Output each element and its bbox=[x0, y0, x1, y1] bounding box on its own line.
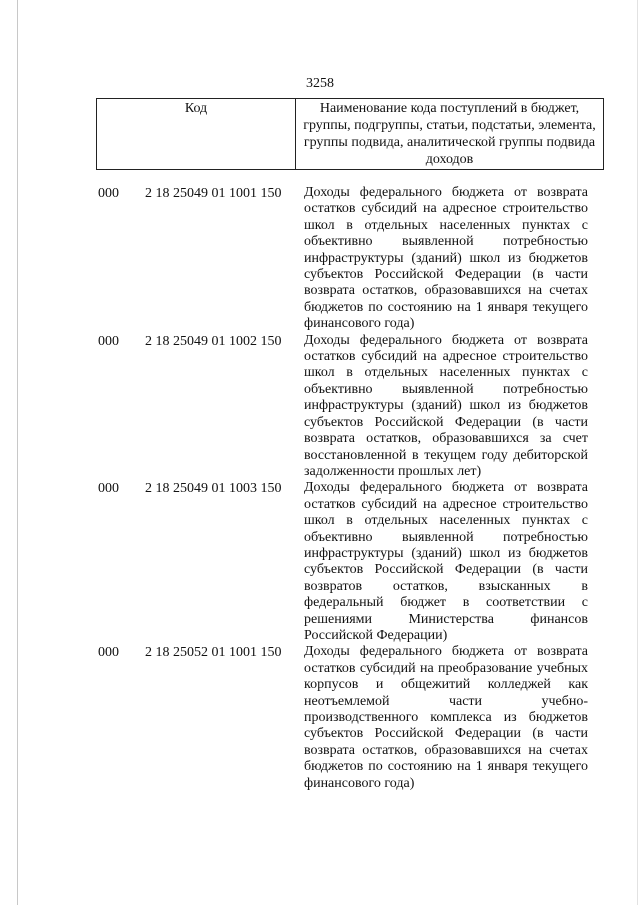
table-row bbox=[0, 480, 640, 644]
row-income-code: 2 18 25049 01 1002 150 bbox=[145, 333, 282, 349]
row-income-code: 2 18 25049 01 1001 150 bbox=[145, 186, 282, 201]
table-row bbox=[0, 185, 640, 333]
row-description: Доходы федерального бюджета от возврата остатков субсидий на преобразование учебных корпусов и общежитий колледжей как неотъемлемой части учебно-производственного комплекса из бюджетов субъектов Российской Федерации (в части возврата остатков, образовавшихся на счетах бюджетов по состоянию на 1 января текущего финансового года) bbox=[304, 644, 588, 791]
row-description: Доходы федерального бюджета от возврата остатков субсидий на адресное строительство школ в отдельных населенных пунктах с объективно выявленной потребностью инфраструктуры (зданий) школ из бюджетов субъектов Российской Федерации (в части возврата остатков, образовавшихся на счетах бюджетов по состоянию на 1 января текущего финансового года) bbox=[304, 185, 588, 332]
table-row bbox=[0, 333, 640, 481]
row-admin-code: 000 bbox=[98, 186, 119, 201]
header-code-cell: Код bbox=[97, 99, 296, 169]
table-header bbox=[96, 98, 604, 170]
row-admin-code: 000 bbox=[98, 333, 119, 349]
row-description: Доходы федерального бюджета от возврата остатков субсидий на адресное строительство школ в отдельных населенных пунктах с объективно выявленной потребностью инфраструктуры (зданий) школ из бюджетов субъектов Российской Федерации (в части возврата остатков, образовавшихся за счет восстановленной в текущем году дебиторской задолженности прошлых лет) bbox=[304, 332, 588, 479]
row-description: Доходы федерального бюджета от возврата остатков субсидий на адресное строительство школ в отдельных населенных пунктах с объективно выявленной потребностью инфраструктуры (зданий) школ из бюджетов субъектов Российской Федерации (в части возвратов остатков, взысканных в федеральный бюджет в соответствии с решениями Министерства финансов Российской Федерации) bbox=[304, 480, 588, 643]
row-admin-code: 000 bbox=[98, 645, 119, 661]
table-row bbox=[0, 644, 640, 792]
row-income-code: 2 18 25049 01 1003 150 bbox=[145, 481, 282, 497]
page-number: 3258 bbox=[306, 76, 334, 91]
header-name-cell: Наименование кода поступлений в бюджет, группы, подгруппы, статьи, подстатьи, элемента, группы подвида, аналитической группы подвида доходов bbox=[303, 101, 596, 167]
row-income-code: 2 18 25052 01 1001 150 bbox=[145, 645, 282, 661]
table-body bbox=[0, 185, 640, 792]
row-admin-code: 000 bbox=[98, 481, 119, 497]
